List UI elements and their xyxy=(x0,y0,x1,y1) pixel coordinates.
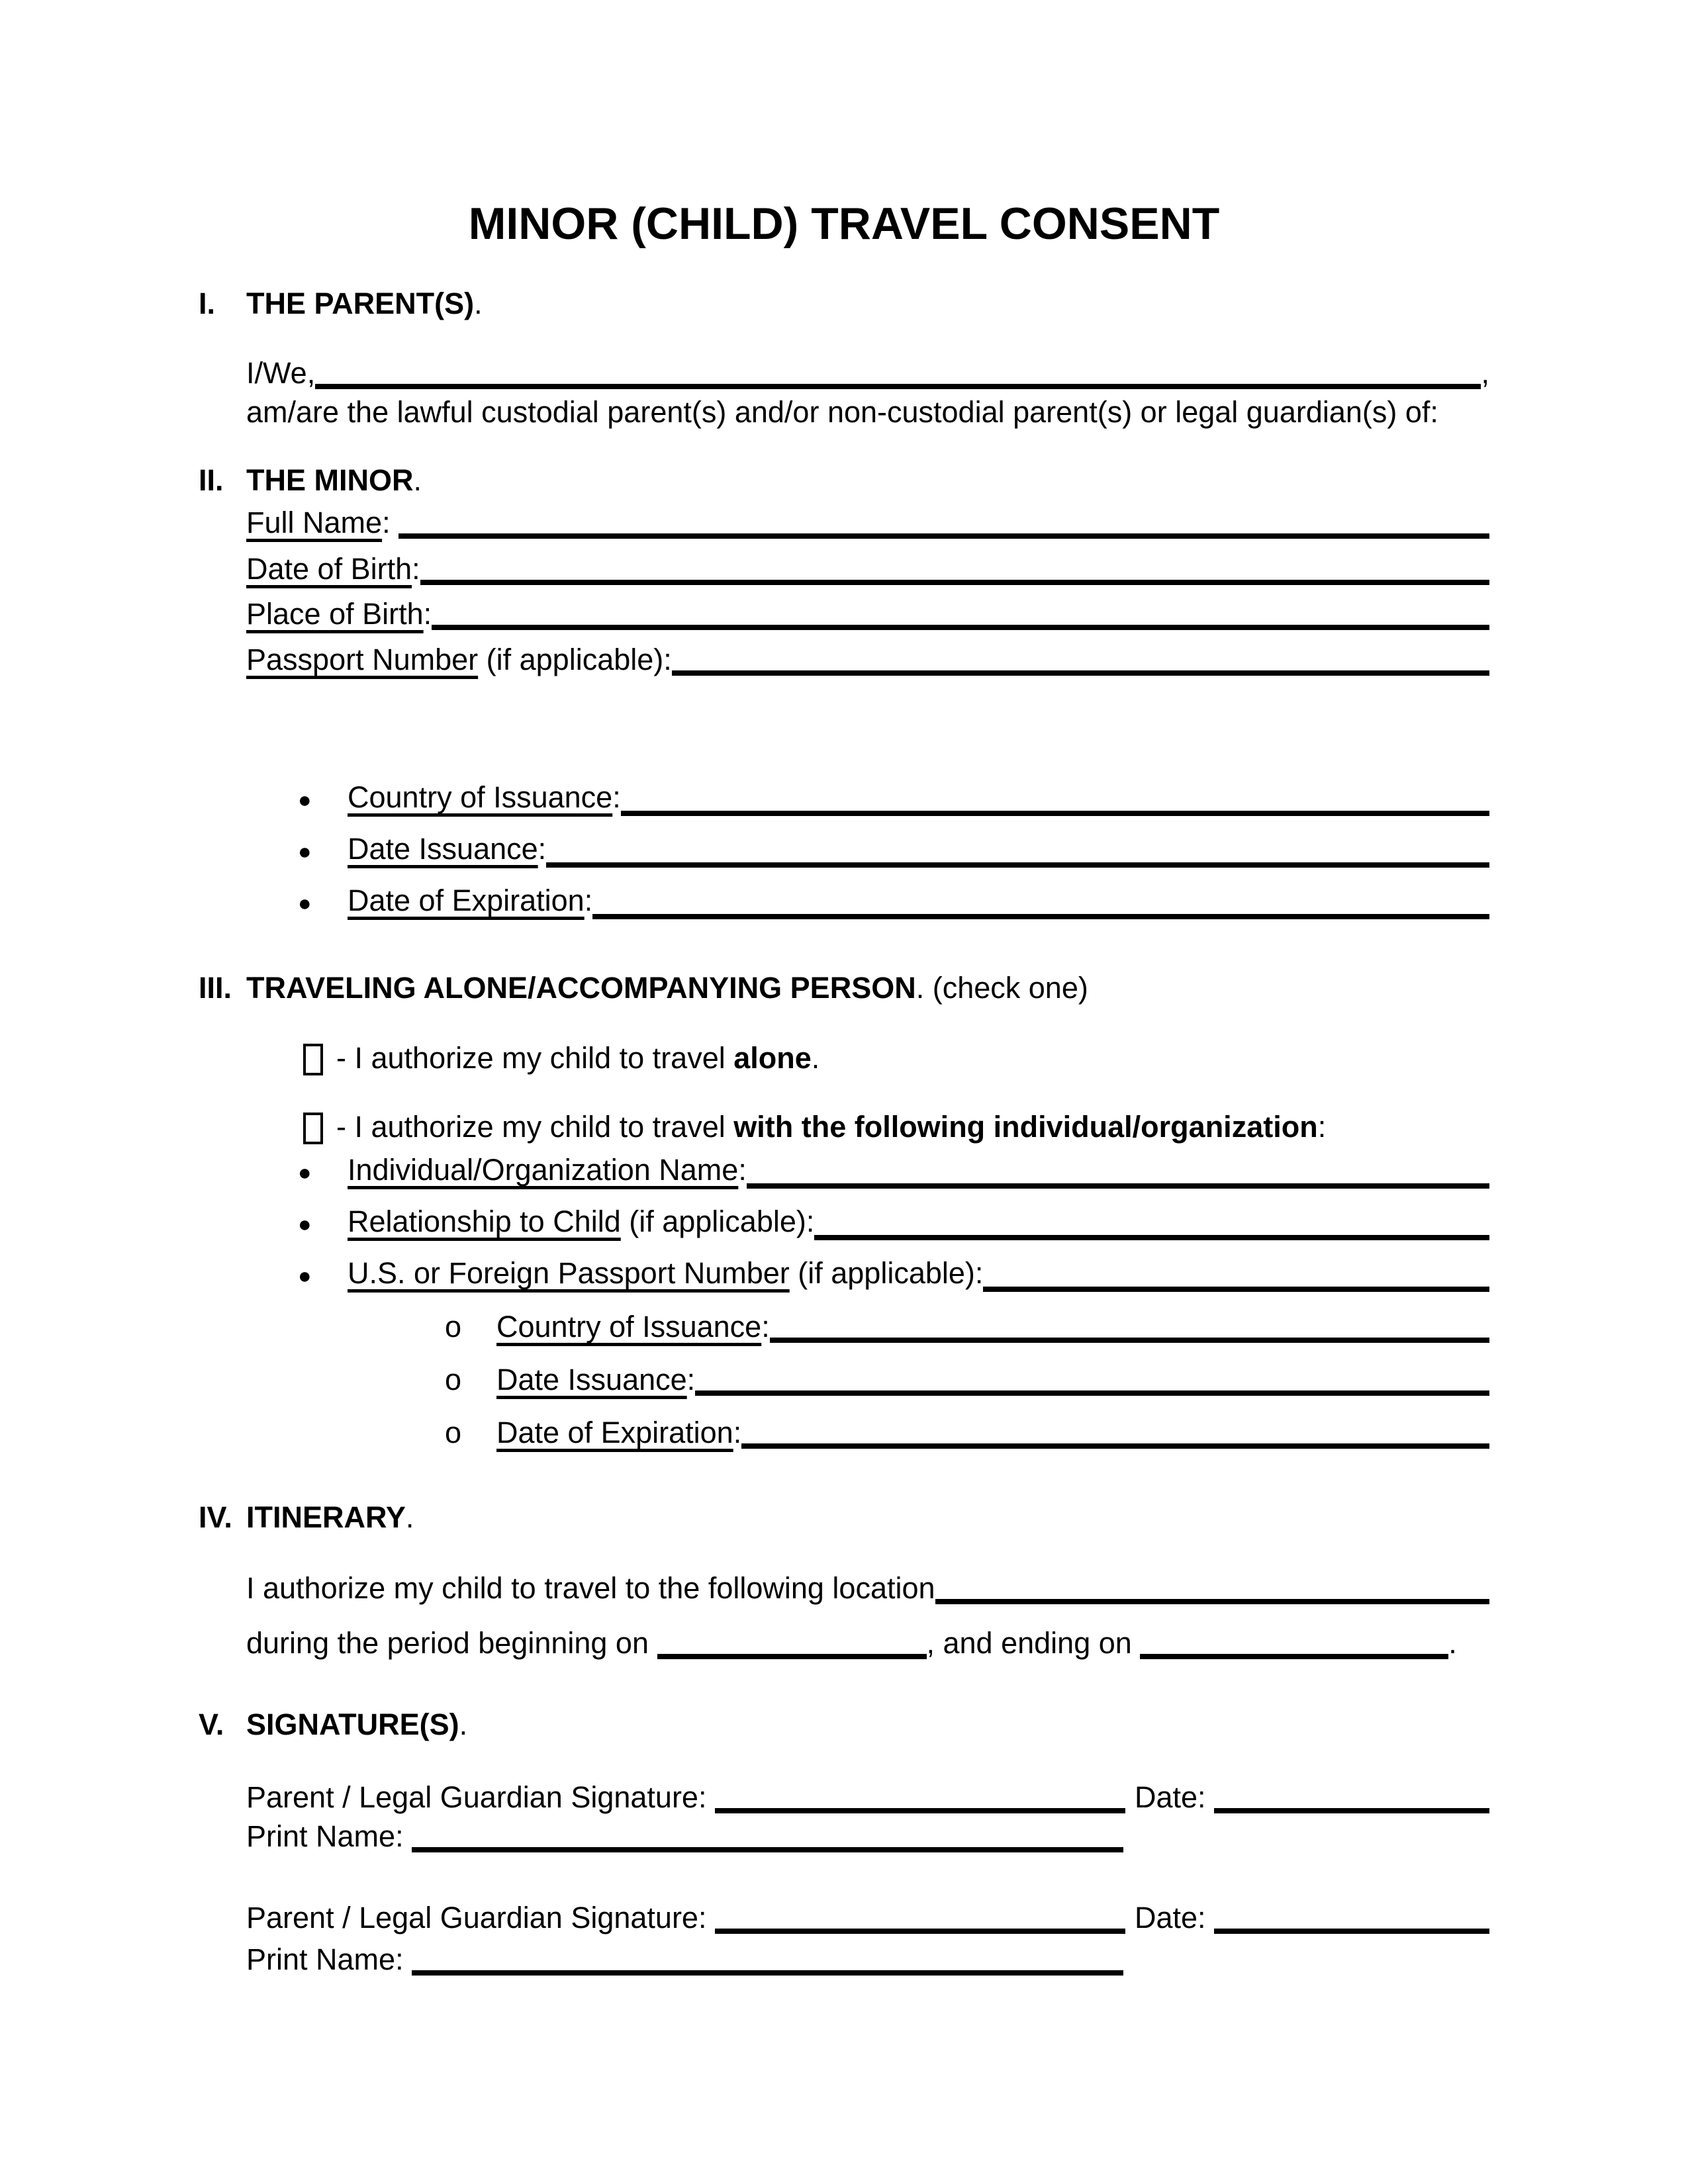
bullet-row-individual-organization-name xyxy=(199,1152,1489,1191)
country-of-issuance-input-line[interactable] xyxy=(621,811,1489,816)
field-label: Date of Expiration xyxy=(496,1416,733,1449)
section-heading-period: . xyxy=(405,1500,414,1534)
itinerary-dates-row xyxy=(199,1625,1489,1662)
section-heading-traveling xyxy=(199,970,1489,1007)
option-text: - I authorize my child to travel xyxy=(336,1110,734,1144)
page-title: MINOR (CHILD) TRAVEL CONSENT xyxy=(468,199,1220,249)
itinerary-location-row xyxy=(199,1570,1489,1607)
section-heading-period: . xyxy=(459,1707,468,1741)
field-label-after: (if applicable): xyxy=(789,1256,984,1290)
field-label: Full Name xyxy=(246,506,383,539)
date-of-expiration-input-line[interactable] xyxy=(592,914,1489,919)
field-label-after: (if applicable): xyxy=(478,643,672,676)
field-row-passport-number xyxy=(199,641,1489,678)
print-name-row-1 xyxy=(199,1818,1489,1855)
field-label-after: (if applicable): xyxy=(620,1205,815,1238)
parents-intro-row xyxy=(199,355,1489,392)
o-bullet-icon xyxy=(445,1361,496,1398)
bullet-icon xyxy=(298,831,348,870)
us-foreign-passport-number-input-line[interactable] xyxy=(983,1287,1489,1292)
sub-bullet-row-date-of-expiration xyxy=(199,1414,1489,1451)
section-numeral: V. xyxy=(199,1707,224,1741)
field-label: U.S. or Foreign Passport Number xyxy=(348,1256,790,1290)
itinerary-dates-text1: during the period beginning on xyxy=(246,1626,657,1660)
full-name-input-line[interactable] xyxy=(399,533,1489,539)
field-label-after: : xyxy=(761,1310,770,1343)
bullet-row-date-issuance xyxy=(199,831,1489,870)
option-text-suffix: : xyxy=(1317,1110,1327,1144)
signature-label: Parent / Legal Guardian Signature: xyxy=(246,1901,715,1934)
field-row-place-of-birth xyxy=(199,596,1489,633)
field-label-after: : xyxy=(382,506,399,539)
bullet-row-us-foreign-passport-number xyxy=(199,1255,1489,1295)
relationship-to-child-input-line[interactable] xyxy=(814,1235,1489,1240)
section-numeral: III. xyxy=(199,971,232,1005)
field-label-after: : xyxy=(423,597,432,631)
place-of-birth-input-line[interactable] xyxy=(432,625,1489,630)
section-heading-text: SIGNATURE(S) xyxy=(246,1707,459,1741)
date-label: Date: xyxy=(1134,1780,1215,1814)
period-end-date-input-line[interactable] xyxy=(1140,1654,1448,1659)
field-label-after: : xyxy=(612,780,621,814)
section-heading-minor xyxy=(199,462,1489,499)
print-name-label: Print Name: xyxy=(246,1819,412,1853)
field-label: Date of Birth xyxy=(246,552,412,586)
print-name-1-input-line[interactable] xyxy=(412,1847,1123,1852)
signature-date-2-input-line[interactable] xyxy=(1214,1929,1489,1934)
section-numeral: IV. xyxy=(199,1500,232,1534)
o-bullet-icon xyxy=(445,1308,496,1345)
itinerary-dates-period: . xyxy=(1448,1626,1457,1660)
option-row-travel-alone xyxy=(199,1040,1489,1077)
individual-organization-name-input-line[interactable] xyxy=(747,1183,1489,1189)
signature-row-2 xyxy=(199,1899,1489,1936)
parents-names-input-line[interactable] xyxy=(315,384,1481,389)
section-heading-text: TRAVELING ALONE/ACCOMPANYING PERSON xyxy=(246,971,916,1005)
field-label-after: : xyxy=(538,832,547,866)
section-heading-text: ITINERARY xyxy=(246,1500,406,1534)
bullet-icon xyxy=(298,1152,348,1191)
with-date-issuance-input-line[interactable] xyxy=(695,1390,1489,1396)
iwe-label: I/We, xyxy=(246,356,316,390)
option-text-bold: with the following individual/organization xyxy=(733,1110,1318,1144)
sub-bullet-row-country-of-issuance xyxy=(199,1308,1489,1345)
section-numeral: I. xyxy=(199,287,216,320)
bullet-row-date-of-expiration xyxy=(199,882,1489,922)
field-row-date-of-birth xyxy=(199,551,1489,588)
field-label: Place of Birth xyxy=(246,597,424,631)
with-country-of-issuance-input-line[interactable] xyxy=(770,1338,1489,1343)
sub-bullet-row-date-issuance xyxy=(199,1361,1489,1398)
section-heading-period: . xyxy=(474,287,483,320)
trailing-comma: , xyxy=(1481,356,1489,390)
field-label-after: : xyxy=(738,1153,747,1187)
section-heading-signatures xyxy=(199,1706,1489,1743)
option-text-bold: alone xyxy=(733,1041,812,1075)
field-label-after: : xyxy=(412,552,420,586)
date-of-birth-input-line[interactable] xyxy=(420,580,1489,585)
field-label-after: : xyxy=(733,1416,742,1449)
section-heading-parents xyxy=(199,285,1489,322)
bullet-icon xyxy=(298,882,348,922)
field-label: Date of Expiration xyxy=(348,884,585,917)
section-heading-text: THE PARENT(S) xyxy=(246,287,475,320)
print-name-label: Print Name: xyxy=(246,1942,412,1976)
print-name-2-input-line[interactable] xyxy=(412,1970,1123,1976)
field-label: Country of Issuance xyxy=(348,780,613,814)
travel-location-input-line[interactable] xyxy=(935,1599,1489,1604)
travel-alone-checkbox[interactable] xyxy=(303,1044,323,1075)
date-label: Date: xyxy=(1134,1901,1215,1934)
field-label: Relationship to Child xyxy=(348,1205,621,1238)
signature-label: Parent / Legal Guardian Signature: xyxy=(246,1780,715,1814)
bullet-icon xyxy=(298,1203,348,1243)
field-label: Date Issuance xyxy=(348,832,538,866)
period-begin-date-input-line[interactable] xyxy=(657,1654,927,1659)
signature-row-1 xyxy=(199,1779,1489,1816)
bullet-row-country-of-issuance xyxy=(199,779,1489,819)
section-heading-period: . xyxy=(915,971,925,1005)
bullet-icon xyxy=(298,779,348,819)
guardian-signature-2-input-line[interactable] xyxy=(715,1929,1125,1934)
passport-number-input-line[interactable] xyxy=(672,670,1489,676)
travel-with-checkbox[interactable] xyxy=(303,1113,323,1144)
bullet-icon xyxy=(298,1255,348,1295)
field-row-full-name xyxy=(199,504,1489,541)
itinerary-location-text: I authorize my child to travel to the following location xyxy=(246,1571,935,1605)
guardian-signature-1-input-line[interactable] xyxy=(715,1808,1125,1813)
option-row-travel-with xyxy=(199,1109,1489,1146)
parents-intro-line2 xyxy=(199,394,1489,431)
signature-date-1-input-line[interactable] xyxy=(1214,1808,1489,1813)
with-date-of-expiration-input-line[interactable] xyxy=(741,1443,1489,1449)
option-text: - I authorize my child to travel xyxy=(336,1041,734,1075)
field-label: Passport Number xyxy=(246,643,479,676)
field-label: Country of Issuance xyxy=(496,1310,762,1343)
field-label: Individual/Organization Name xyxy=(348,1153,739,1187)
field-label-after: : xyxy=(584,884,593,917)
section-heading-itinerary xyxy=(199,1499,1489,1536)
parents-intro-text: am/are the lawful custodial parent(s) and/or non-custodial parent(s) or legal guardian(s) of: xyxy=(246,395,1438,429)
date-issuance-input-line[interactable] xyxy=(546,862,1489,868)
field-label: Date Issuance xyxy=(496,1363,687,1396)
print-name-row-2 xyxy=(199,1941,1489,1978)
section-heading-period: . xyxy=(413,463,422,497)
section-numeral: II. xyxy=(199,463,224,497)
itinerary-dates-text2: , and ending on xyxy=(926,1626,1141,1660)
section-heading-text: THE MINOR xyxy=(246,463,414,497)
check-one-note: (check one) xyxy=(924,971,1088,1005)
field-label-after: : xyxy=(686,1363,696,1396)
option-text-suffix: . xyxy=(811,1041,820,1075)
bullet-row-relationship-to-child xyxy=(199,1203,1489,1243)
o-bullet-icon xyxy=(445,1414,496,1451)
